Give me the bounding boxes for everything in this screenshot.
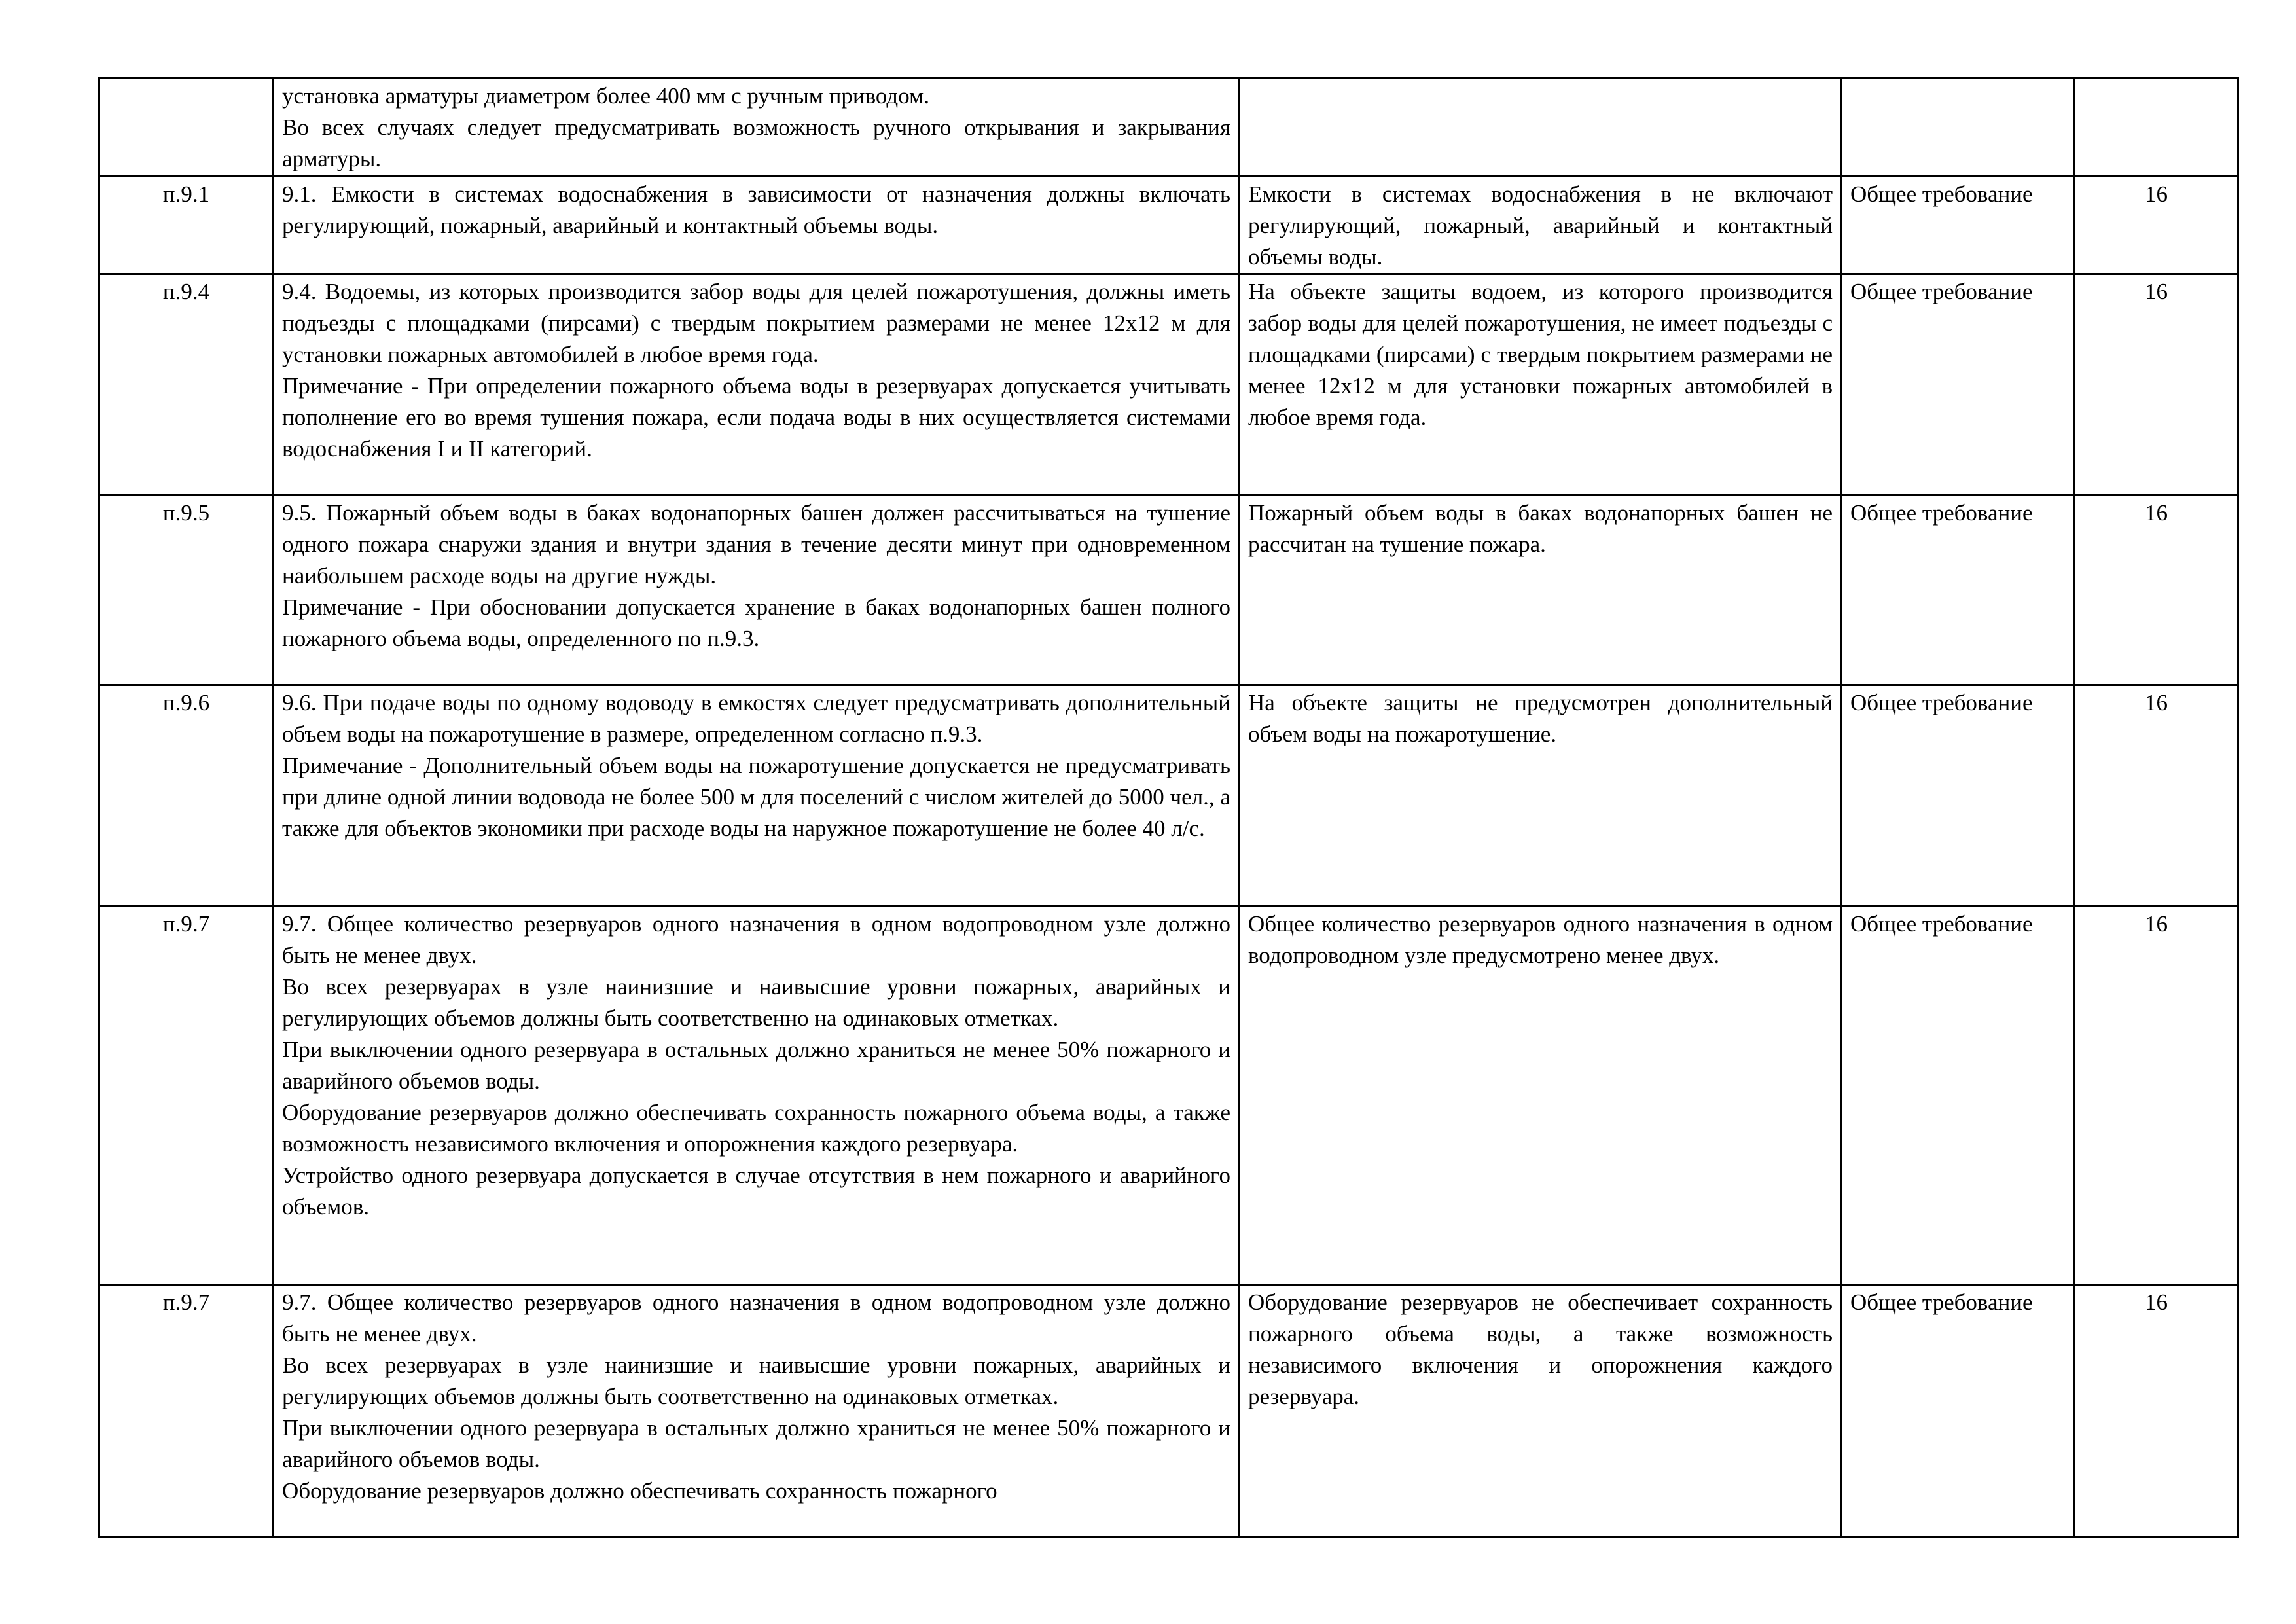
- table-row: [99, 274, 2238, 496]
- number-cell: 16: [2075, 496, 2238, 685]
- table-row: [99, 496, 2238, 685]
- requirement-paragraph: Во всех резервуарах в узле наинизшие и наивысшие уровни пожарных, аварийных и регулирующих объемов должны быть соответственно на одинаковых отметках.: [282, 974, 1230, 1031]
- violation-paragraph: Оборудование резервуаров не обеспечивает сохранность пожарного объема воды, а также возможность независимого включения и опорожнения каждого резервуара.: [1248, 1290, 1833, 1409]
- clause-ref-cell: п.9.4: [99, 274, 274, 496]
- violation-paragraph: Емкости в системах водоснабжения в не включают регулирующий, пожарный, аварийный и контактный объемы воды.: [1248, 181, 1833, 270]
- requirement-paragraph: Устройство одного резервуара допускается в случае отсутствия в нем пожарного и аварийного объемов.: [282, 1163, 1230, 1219]
- requirement-paragraph: 9.5. Пожарный объем воды в баках водонапорных башен должен рассчитываться на тушение одного пожара снаружи здания и внутри здания в течение десяти минут при одновременном наибольшем расходе воды на другие нужды.: [282, 500, 1230, 588]
- number-cell: 16: [2075, 274, 2238, 496]
- violation-cell: [1240, 685, 1842, 907]
- number-cell: 16: [2075, 685, 2238, 907]
- clause-ref-cell: п.9.7: [99, 907, 274, 1285]
- violation-cell: [1240, 496, 1842, 685]
- violation-cell: [1240, 79, 1842, 177]
- requirement-cell: [274, 79, 1240, 177]
- violation-paragraph: На объекте защиты водоем, из которого производится забор воды для целей пожаротушения, не имеет подъезды с площадками (пирсами) с твердым покрытием размерами не менее 12х12 м для установки пожарных автомобилей в любое время года.: [1248, 279, 1833, 430]
- requirement-paragraph: При выключении одного резервуара в остальных должно храниться не менее 50% пожарного и аварийного объемов воды.: [282, 1415, 1230, 1472]
- requirement-type-cell: Общее требование: [1842, 907, 2075, 1285]
- requirement-paragraph: 9.7. Общее количество резервуаров одного назначения в одном водопроводном узле должно быть не менее двух.: [282, 911, 1230, 968]
- requirement-cell: [274, 907, 1240, 1285]
- number-cell: 16: [2075, 177, 2238, 274]
- requirement-paragraph: Примечание - Дополнительный объем воды на пожаротушение допускается не предусматривать при длине одной линии водовода не более 500 м для поселений с числом жителей до 5000 чел., а также для объектов экономики при расходе воды на наружное пожаротушение не более 40 л/с.: [282, 753, 1230, 841]
- requirement-paragraph: Во всех резервуарах в узле наинизшие и наивысшие уровни пожарных, аварийных и регулирующих объемов должны быть соответственно на одинаковых отметках.: [282, 1352, 1230, 1409]
- clause-ref-cell: п.9.7: [99, 1285, 274, 1538]
- requirement-paragraph: установка арматуры диаметром более 400 мм с ручным приводом.: [282, 83, 929, 109]
- violation-cell: [1240, 1285, 1842, 1538]
- requirement-paragraph: Оборудование резервуаров должно обеспечивать сохранность пожарного объема воды, а также возможность независимого включения и опорожнения каждого резервуара.: [282, 1100, 1230, 1157]
- clause-ref-cell: п.9.5: [99, 496, 274, 685]
- violation-cell: [1240, 177, 1842, 274]
- requirement-paragraph: Примечание - При обосновании допускается хранение в баках водонапорных башен полного пожарного объема воды, определенного по п.9.3.: [282, 594, 1230, 651]
- violation-cell: [1240, 274, 1842, 496]
- table-row: [99, 177, 2238, 274]
- table-row: [99, 685, 2238, 907]
- number-cell: 16: [2075, 907, 2238, 1285]
- requirement-cell: [274, 177, 1240, 274]
- requirements-table: [98, 77, 2239, 1538]
- requirement-paragraph: 9.1. Емкости в системах водоснабжения в зависимости от назначения должны включать регулирующий, пожарный, аварийный и контактный объемы воды.: [282, 181, 1230, 238]
- clause-ref-cell: п.9.1: [99, 177, 274, 274]
- requirement-paragraph: Оборудование резервуаров должно обеспечивать сохранность пожарного: [282, 1478, 997, 1504]
- violation-paragraph: На объекте защиты не предусмотрен дополнительный объем воды на пожаротушение.: [1248, 690, 1833, 747]
- requirement-cell: [274, 1285, 1240, 1538]
- table-row: [99, 79, 2238, 177]
- requirement-paragraph: Во всех случаях следует предусматривать возможность ручного открывания и закрывания арматуры.: [282, 115, 1230, 171]
- requirement-type-cell: [1842, 79, 2075, 177]
- requirement-cell: [274, 274, 1240, 496]
- number-cell: 16: [2075, 1285, 2238, 1538]
- requirement-cell: [274, 496, 1240, 685]
- number-cell: [2075, 79, 2238, 177]
- requirement-type-cell: Общее требование: [1842, 177, 2075, 274]
- violation-paragraph: Пожарный объем воды в баках водонапорных башен не рассчитан на тушение пожара.: [1248, 500, 1833, 557]
- requirement-paragraph: Примечание - При определении пожарного объема воды в резервуарах допускается учитывать пополнение его во время тушения пожара, если подача воды в них осуществляется системами водоснабжения I и II категорий.: [282, 373, 1230, 461]
- violation-cell: [1240, 907, 1842, 1285]
- requirement-cell: [274, 685, 1240, 907]
- requirement-type-cell: Общее требование: [1842, 685, 2075, 907]
- requirement-paragraph: 9.4. Водоемы, из которых производится забор воды для целей пожаротушения, должны иметь подъезды с площадками (пирсами) с твердым покрытием размерами не менее 12х12 м для установки пожарных автомобилей в любое время года.: [282, 279, 1230, 367]
- clause-ref-cell: п.9.6: [99, 685, 274, 907]
- table-body: [99, 79, 2238, 1538]
- requirement-type-cell: Общее требование: [1842, 1285, 2075, 1538]
- clause-ref-cell: [99, 79, 274, 177]
- violation-paragraph: Общее количество резервуаров одного назначения в одном водопроводном узле предусмотрено менее двух.: [1248, 911, 1833, 968]
- requirement-paragraph: 9.6. При подаче воды по одному водоводу в емкостях следует предусматривать дополнительный объем воды на пожаротушение в размере, определенном согласно п.9.3.: [282, 690, 1230, 747]
- requirement-type-cell: Общее требование: [1842, 274, 2075, 496]
- table-row: [99, 907, 2238, 1285]
- requirement-type-cell: Общее требование: [1842, 496, 2075, 685]
- table-row: [99, 1285, 2238, 1538]
- requirement-paragraph: При выключении одного резервуара в остальных должно храниться не менее 50% пожарного и аварийного объемов воды.: [282, 1037, 1230, 1094]
- requirement-paragraph: 9.7. Общее количество резервуаров одного назначения в одном водопроводном узле должно быть не менее двух.: [282, 1290, 1230, 1346]
